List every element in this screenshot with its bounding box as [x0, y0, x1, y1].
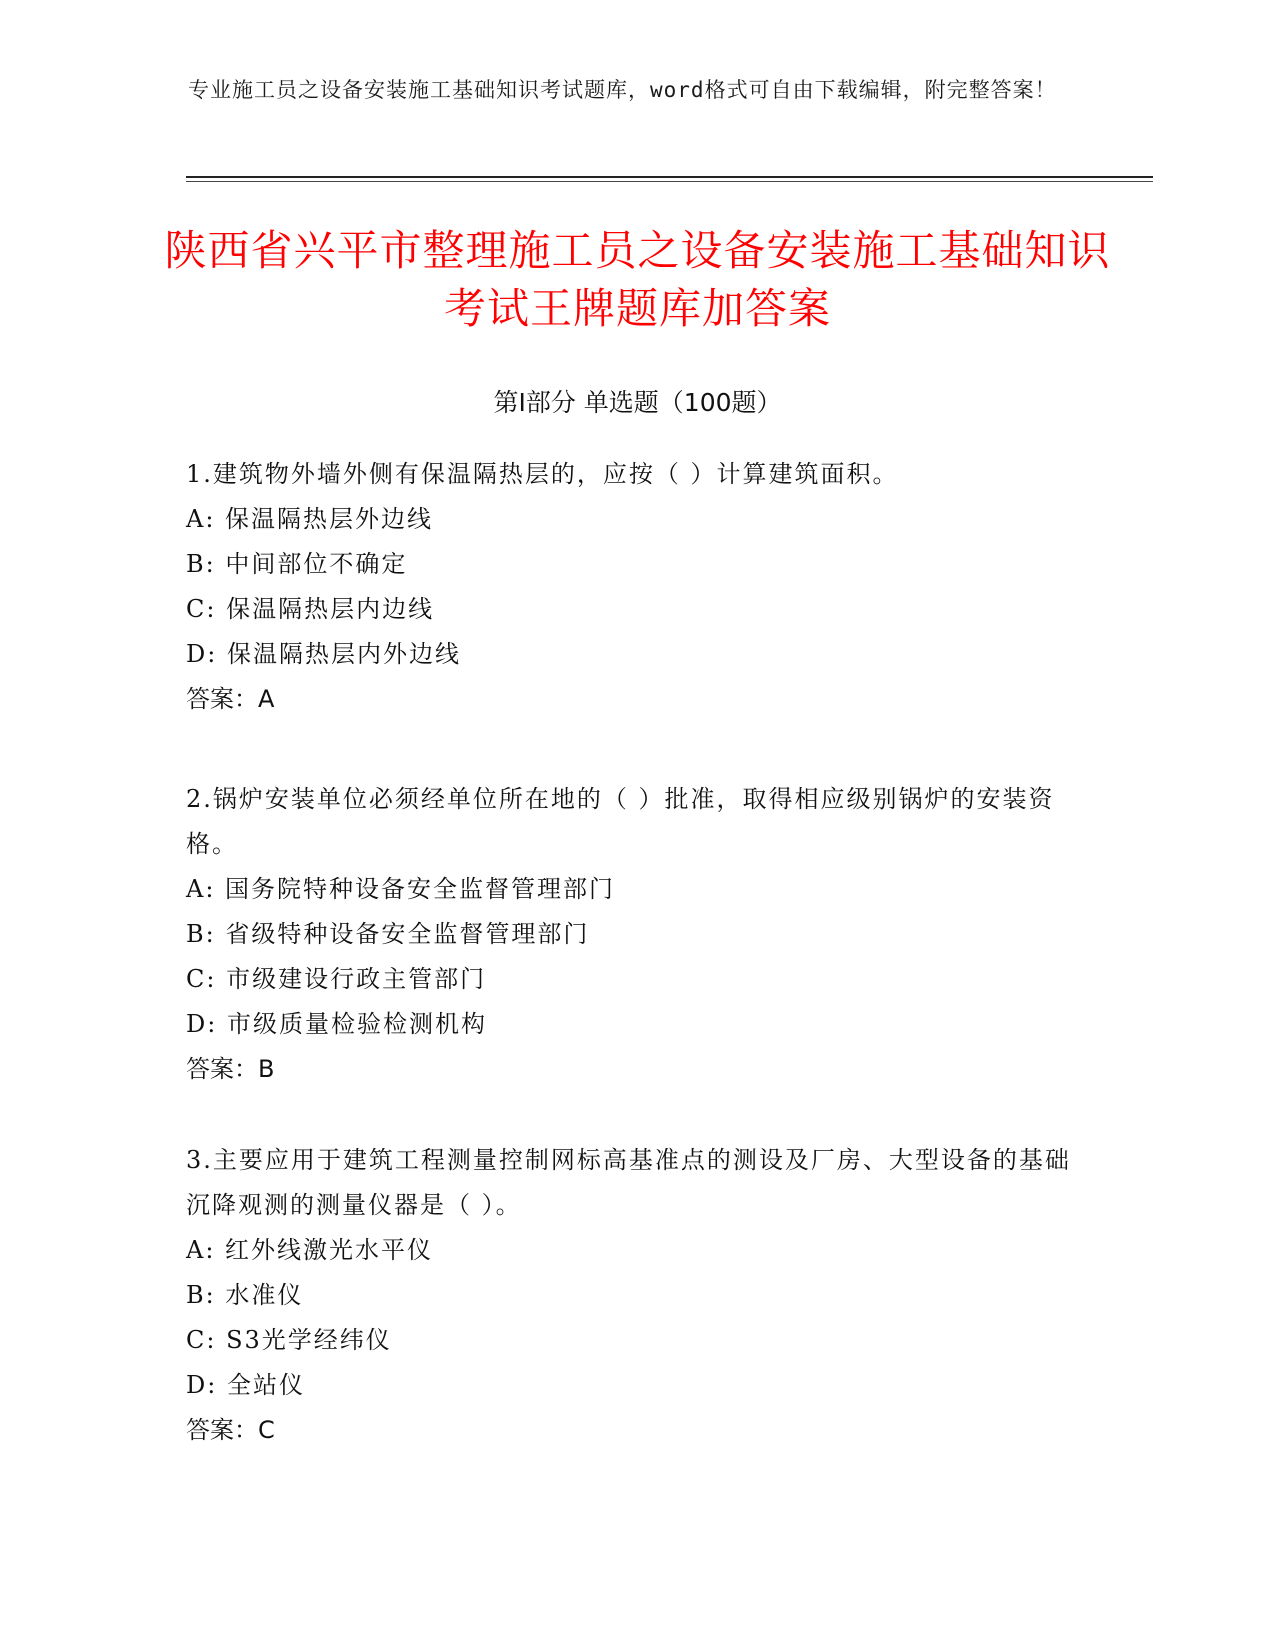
option-c: C: 市级建设行政主管部门: [186, 965, 487, 993]
option-a: A: 国务院特种设备安全监督管理部门: [186, 875, 616, 903]
option-a: A: 红外线激光水平仪: [186, 1236, 434, 1264]
option-b: B: 中间部位不确定: [186, 550, 408, 578]
answer: 答案：A: [186, 685, 275, 713]
option-a: A: 保温隔热层外边线: [186, 505, 434, 533]
header-rule-thick: [186, 176, 1153, 178]
option-b: B: 省级特种设备安全监督管理部门: [186, 920, 590, 948]
option-d: D: 保温隔热层内外边线: [186, 640, 461, 668]
header-note: 专业施工员之设备安装施工基础知识考试题库，word格式可自由下载编辑，附完整答案！: [188, 78, 1057, 102]
section-heading: 第Ⅰ部分 单选题（100题）: [493, 388, 782, 417]
header-rule-thin: [186, 181, 1153, 182]
question-1: [186, 452, 1086, 722]
question-3: [186, 1138, 1086, 1453]
option-d: D: 全站仪: [186, 1371, 305, 1399]
option-c: C: 保温隔热层内边线: [186, 595, 435, 623]
document-title: 陕西省兴平市整理施工员之设备安装施工基础知识考试王牌题库加答案: [164, 226, 1111, 333]
question-stem: 1.建筑物外墙外侧有保温隔热层的，应按（ ）计算建筑面积。: [186, 460, 899, 488]
answer: 答案：C: [186, 1416, 275, 1444]
question-2: [186, 777, 1086, 1092]
option-c: C: S3光学经纬仪: [186, 1326, 392, 1354]
question-stem: 3.主要应用于建筑工程测量控制网标高基准点的测设及厂房、大型设备的基础沉降观测的测量仪器是（ ）。: [186, 1146, 1071, 1219]
answer: 答案：B: [186, 1055, 275, 1083]
question-stem: 2.锅炉安装单位必须经单位所在地的（ ）批准，取得相应级别锅炉的安装资格。: [186, 785, 1055, 858]
option-b: B: 水准仪: [186, 1281, 304, 1309]
option-d: D: 市级质量检验检测机构: [186, 1010, 487, 1038]
